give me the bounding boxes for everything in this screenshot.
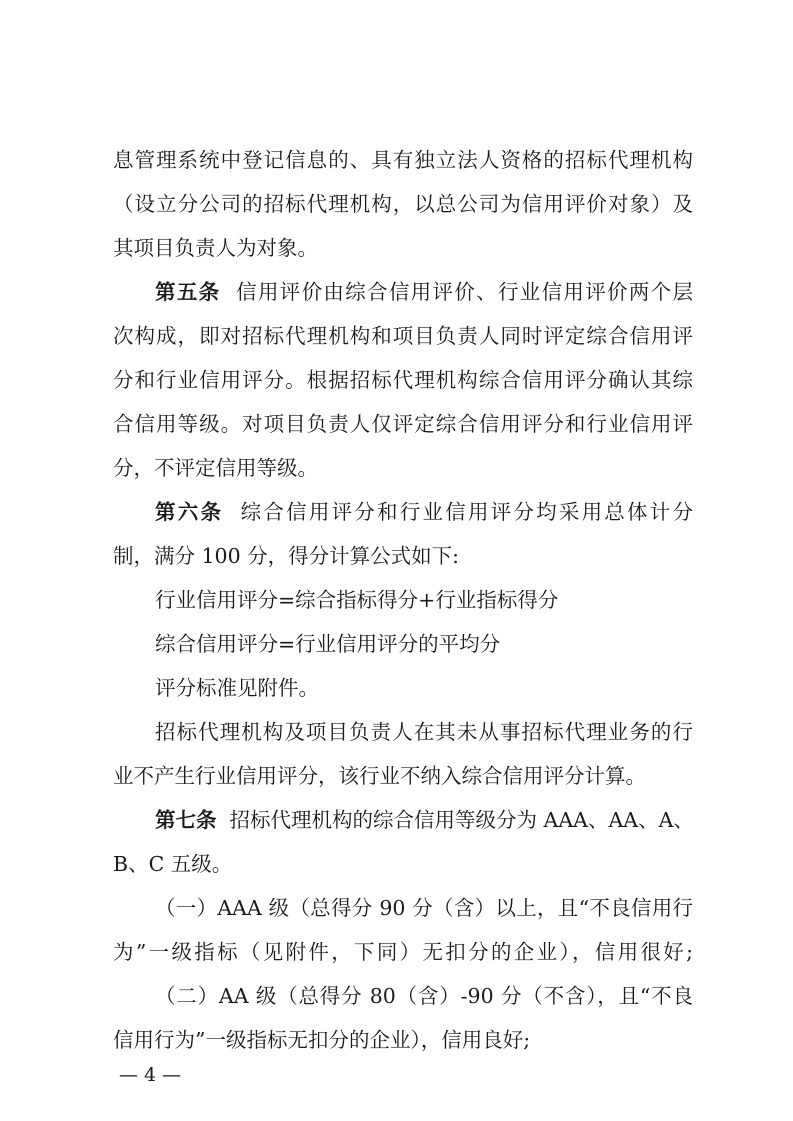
line-text: 信用评价由综合信用评价、行业信用评价两个层: [220, 280, 693, 304]
article-label: 第六条: [155, 500, 224, 524]
article-5-line: [155, 277, 693, 307]
page-number: — 4 —: [119, 1064, 182, 1086]
article-7-line: [155, 805, 693, 835]
line-text: 息管理系统中登记信息的、具有独立法人资格的招标代理机构: [113, 148, 693, 172]
paragraph-line: [113, 541, 693, 571]
paragraph-line: [113, 937, 693, 967]
paragraph-line: [113, 321, 693, 351]
paragraph-line: [113, 409, 693, 439]
paragraph-line: [113, 189, 693, 219]
paragraph-line: [155, 717, 693, 747]
line-text: 合信用等级。对项目负责人仅评定综合信用评分和行业信用评: [113, 412, 693, 436]
line-text: 为”一级指标（见附件，下同）无扣分的企业），信用很好;: [113, 940, 693, 964]
article-label: 第五条: [155, 280, 221, 304]
line-text: 分，不评定信用等级。: [113, 456, 318, 480]
paragraph-line: [155, 673, 735, 703]
line-text: 招标代理机构及项目负责人在其未从事招标代理业务的行: [155, 720, 693, 744]
formula-line: [155, 585, 735, 615]
formula-line: [155, 629, 735, 659]
paragraph-line: [113, 145, 693, 175]
paragraph-line: [113, 761, 693, 791]
line-text: （二）AA 级（总得分 80（含）-90 分（不含），且“不良: [155, 984, 693, 1008]
paragraph-line: [113, 365, 693, 395]
line-text: （设立分公司的招标代理机构，以总公司为信用评价对象）及: [113, 192, 693, 216]
line-text: 招标代理机构的综合信用等级分为 AAA、AA、A、: [216, 808, 694, 832]
paragraph-line: [113, 849, 693, 879]
line-text: B、C 五级。: [113, 852, 233, 876]
paragraph-line: [155, 981, 693, 1011]
line-text: 评分标准见附件。: [155, 676, 319, 700]
paragraph-line: [113, 453, 693, 483]
paragraph-line: [113, 1025, 693, 1055]
line-text: 制，满分 100 分，得分计算公式如下:: [113, 544, 460, 568]
line-text: 其项目负责人为对象。: [113, 236, 318, 260]
line-text: 信用行为”一级指标无扣分的企业），信用良好;: [113, 1028, 531, 1052]
article-label: 第七条: [155, 808, 217, 832]
line-text: 次构成，即对招标代理机构和项目负责人同时评定综合信用评: [113, 324, 693, 348]
line-text: （一）AAA 级（总得分 90 分（含）以上，且“不良信用行: [155, 896, 693, 920]
line-text: 行业信用评分=综合指标得分+行业指标得分: [155, 588, 559, 612]
line-text: 综合信用评分=行业信用评分的平均分: [155, 632, 501, 656]
line-text: 分和行业信用评分。根据招标代理机构综合信用评分确认其综: [113, 368, 693, 392]
article-6-line: [155, 497, 693, 527]
paragraph-line: [113, 233, 693, 263]
line-text: 业不产生行业信用评分，该行业不纳入综合信用评分计算。: [113, 764, 646, 788]
line-text: 综合信用评分和行业信用评分均采用总体计分: [223, 500, 693, 524]
paragraph-line: [155, 893, 693, 923]
